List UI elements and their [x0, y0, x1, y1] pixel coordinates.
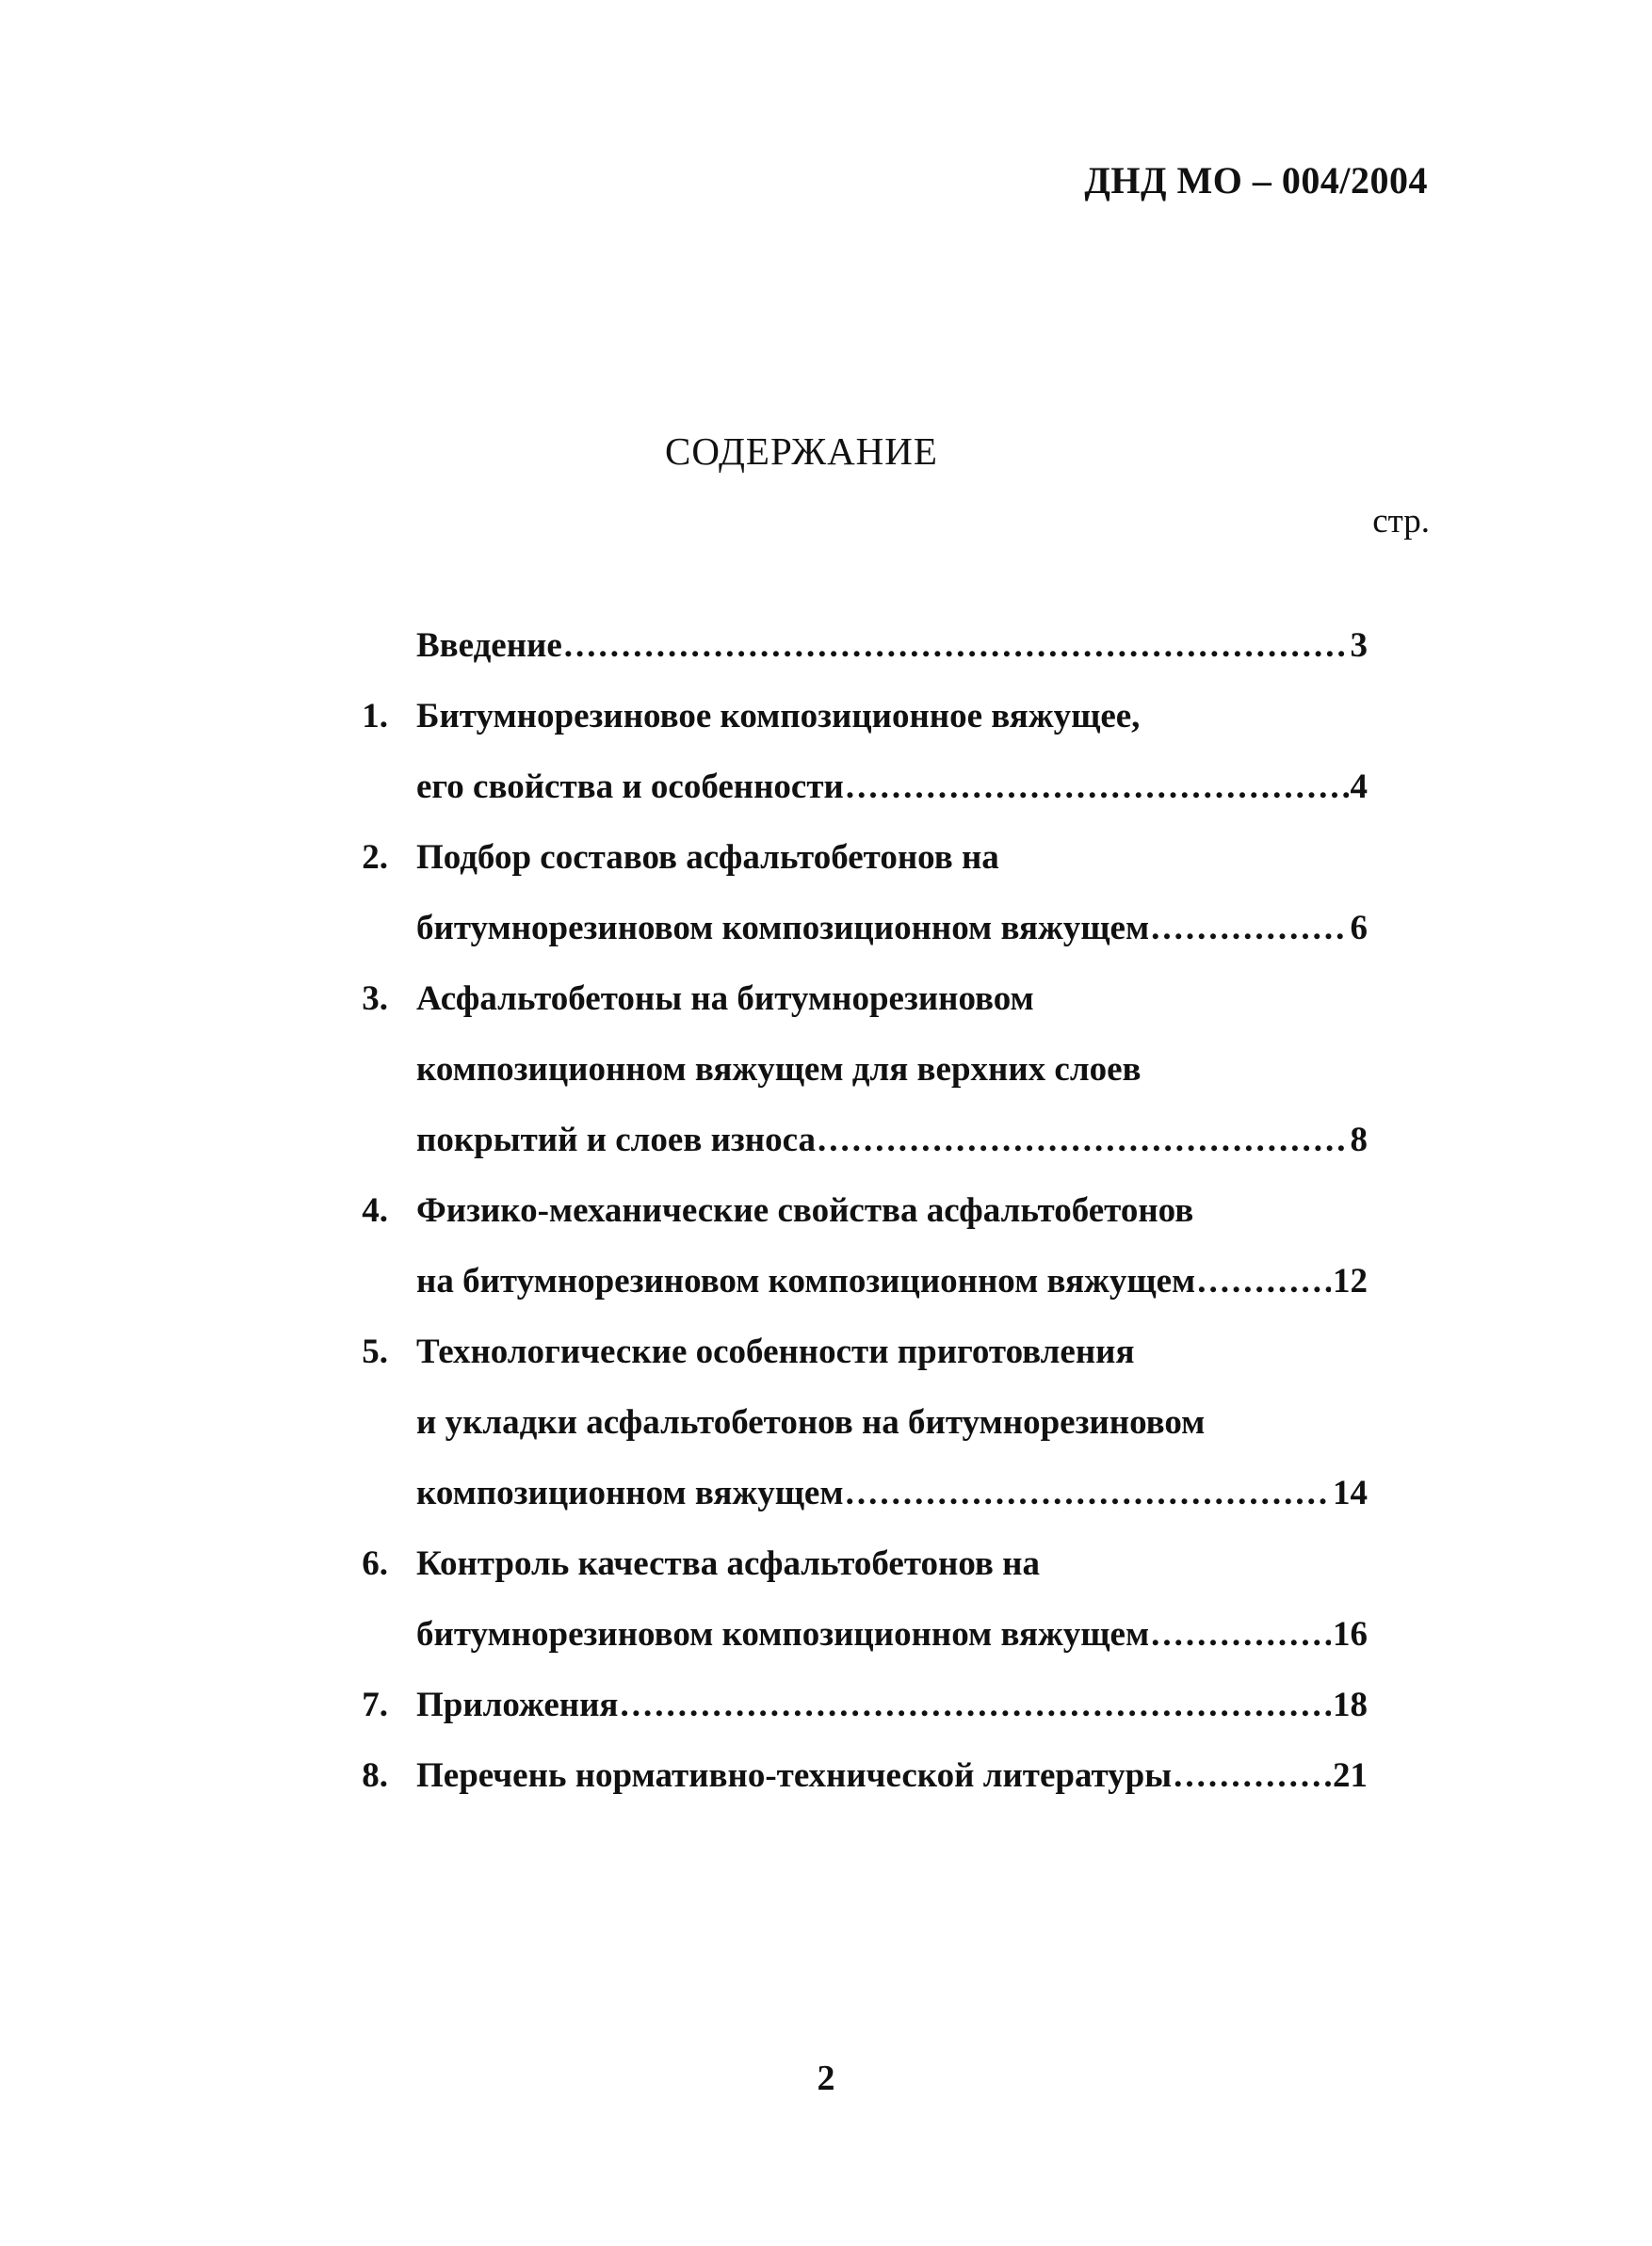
toc-entry-8 [341, 1740, 1424, 1811]
toc-entry-text: битумнорезиновом композиционном вяжущем [416, 909, 1150, 947]
toc-entry-number: 1. [362, 697, 388, 735]
dot-leader [1174, 1740, 1331, 1811]
toc-entry-number: 5. [362, 1333, 388, 1371]
dot-leader [1197, 1246, 1331, 1317]
toc-entry-page: 12 [1333, 1262, 1368, 1301]
toc-entry-text: его свойства и особенности [416, 768, 844, 806]
dot-leader [620, 1670, 1331, 1740]
dot-leader [564, 610, 1349, 681]
toc-title: СОДЕРЖАНИЕ [665, 429, 938, 473]
toc-entry-text: Введение [416, 626, 562, 665]
toc-entry-text: Асфальтобетоны на битумнорезиновом [416, 979, 1034, 1018]
table-of-contents [341, 610, 1424, 1811]
toc-entry-text: Технологические особенности приготовления [416, 1333, 1135, 1371]
toc-entry-page: 21 [1333, 1756, 1368, 1795]
toc-entry-text: на битумнорезиновом композиционном вяжущем [416, 1262, 1196, 1301]
toc-entry-text: Подбор составов асфальтобетонов на [416, 838, 999, 877]
toc-entry-page: 16 [1333, 1615, 1368, 1654]
toc-entry-text: Контроль качества асфальтобетонов на [416, 1544, 1040, 1583]
dot-leader [846, 1458, 1331, 1528]
toc-entry-number: 7. [362, 1686, 388, 1724]
toc-entry-text: Приложения [416, 1686, 619, 1724]
dot-leader [1151, 1599, 1331, 1670]
toc-entry-2 [341, 822, 1424, 963]
page-number: 2 [817, 2059, 835, 2098]
dot-leader [846, 751, 1349, 822]
toc-entry-1 [341, 681, 1424, 822]
toc-entry-text: композиционном вяжущем [416, 1474, 844, 1512]
toc-entry-number: 4. [362, 1191, 388, 1230]
toc-entry-6 [341, 1528, 1424, 1670]
toc-entry-page: 8 [1350, 1121, 1368, 1159]
toc-entry-3 [341, 963, 1424, 1175]
toc-entry-number: 6. [362, 1544, 388, 1583]
toc-entry-text: и укладки асфальтобетонов на битумнорезиновом [416, 1403, 1206, 1442]
dot-leader [1151, 893, 1348, 963]
toc-entry-text: Физико-механические свойства асфальтобетонов [416, 1191, 1194, 1230]
document-code: ДНД МО – 004/2004 [1084, 159, 1428, 202]
toc-entry-page: 3 [1350, 626, 1368, 665]
toc-entry-text: композиционном вяжущем для верхних слоев [416, 1050, 1142, 1089]
toc-entry-4 [341, 1175, 1424, 1317]
toc-entry-number: 3. [362, 979, 388, 1018]
toc-entry-page: 14 [1333, 1474, 1368, 1512]
toc-entry-page: 18 [1333, 1686, 1368, 1724]
toc-entry-text: битумнорезиновом композиционном вяжущем [416, 1615, 1150, 1654]
toc-entry-number: 2. [362, 838, 388, 877]
toc-entry-text: покрытий и слоев износа [416, 1121, 816, 1159]
toc-entry-introduction [341, 610, 1424, 681]
toc-entry-page: 6 [1350, 909, 1368, 947]
toc-entry-7 [341, 1670, 1424, 1740]
toc-entry-text: Битумнорезиновое композиционное вяжущее, [416, 697, 1141, 735]
page-column-label: стр. [1372, 502, 1430, 541]
toc-entry-5 [341, 1317, 1424, 1528]
dot-leader [818, 1105, 1349, 1175]
toc-entry-number: 8. [362, 1756, 388, 1795]
toc-entry-text: Перечень нормативно-технической литературы [416, 1756, 1173, 1795]
toc-entry-page: 4 [1350, 768, 1368, 806]
